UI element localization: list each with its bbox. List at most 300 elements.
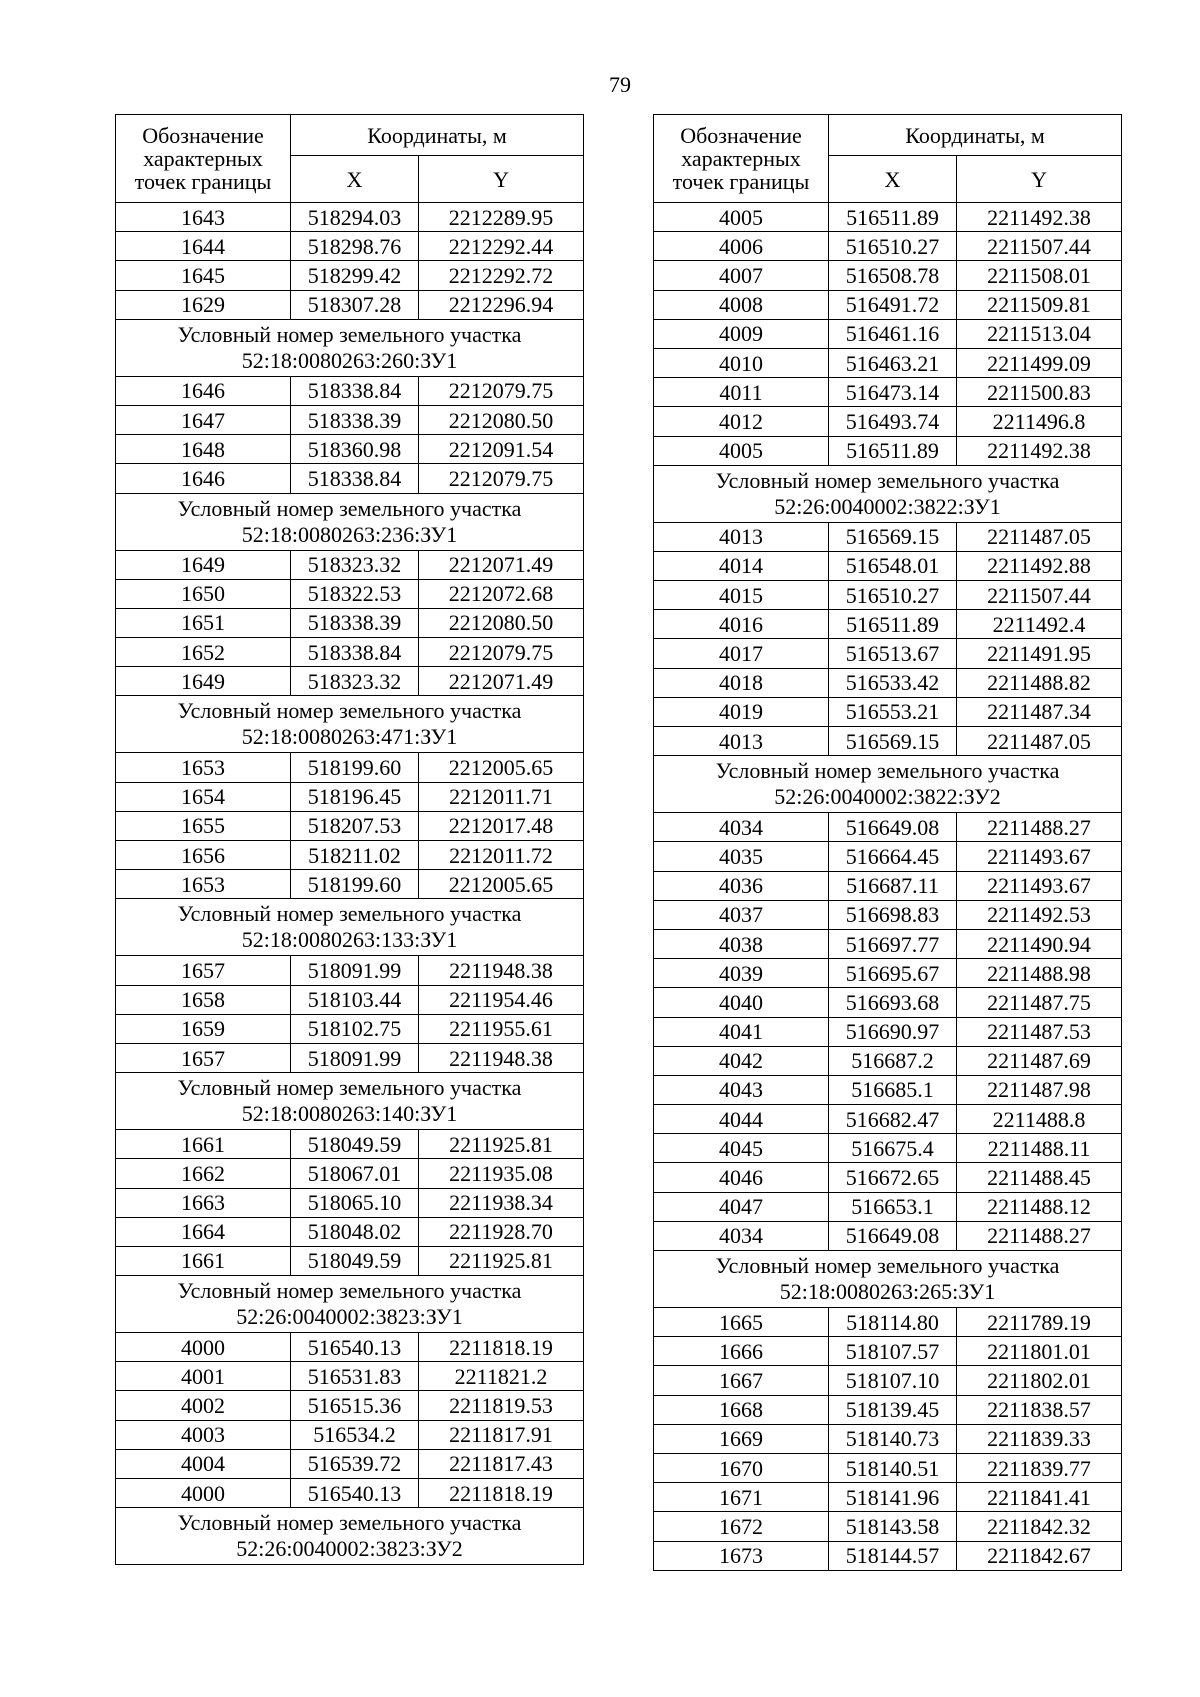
x-coordinate-cell: 518139.45 bbox=[829, 1395, 957, 1424]
parcel-section-row bbox=[116, 1276, 584, 1333]
x-coordinate-cell: 516649.08 bbox=[829, 813, 957, 842]
point-number-cell: 4007 bbox=[654, 261, 829, 290]
point-number-cell: 1656 bbox=[116, 841, 291, 870]
y-coordinate-cell: 2211492.38 bbox=[957, 203, 1122, 232]
y-coordinate-cell: 2211789.19 bbox=[957, 1308, 1122, 1337]
x-coordinate-cell: 518049.59 bbox=[291, 1130, 419, 1159]
x-coordinate-cell: 516511.89 bbox=[829, 203, 957, 232]
table-row bbox=[116, 1333, 584, 1362]
x-coordinate-cell: 518338.84 bbox=[291, 376, 419, 405]
x-coordinate-cell: 518143.58 bbox=[829, 1512, 957, 1541]
y-coordinate-cell: 2212079.75 bbox=[419, 376, 584, 405]
parcel-heading-cell bbox=[654, 756, 1122, 813]
table-row bbox=[654, 378, 1122, 407]
x-coordinate-cell: 518294.03 bbox=[291, 203, 419, 232]
x-coordinate-cell: 518048.02 bbox=[291, 1217, 419, 1246]
x-coordinate-cell: 518338.84 bbox=[291, 464, 419, 493]
y-coordinate-cell: 2211948.38 bbox=[419, 1043, 584, 1072]
parcel-label: Условный номер земельного участка bbox=[177, 495, 522, 521]
point-number-cell: 4013 bbox=[654, 522, 829, 551]
y-coordinate-cell: 2212296.94 bbox=[419, 290, 584, 319]
point-number-cell: 1649 bbox=[116, 550, 291, 579]
y-coordinate-cell: 2212292.72 bbox=[419, 261, 584, 290]
y-coordinate-cell: 2211818.19 bbox=[419, 1479, 584, 1508]
point-number-cell: 1661 bbox=[116, 1130, 291, 1159]
point-number-cell: 1662 bbox=[116, 1159, 291, 1188]
x-coordinate-cell: 516548.01 bbox=[829, 551, 957, 580]
y-coordinate-cell: 2211801.01 bbox=[957, 1337, 1122, 1366]
y-coordinate-cell: 2211487.69 bbox=[957, 1046, 1122, 1075]
y-coordinate-cell: 2211819.53 bbox=[419, 1391, 584, 1420]
x-coordinate-cell: 518360.98 bbox=[291, 435, 419, 464]
y-coordinate-cell: 2211839.33 bbox=[957, 1424, 1122, 1453]
table-row bbox=[654, 1075, 1122, 1104]
point-number-cell: 1646 bbox=[116, 464, 291, 493]
point-number-cell: 4005 bbox=[654, 203, 829, 232]
y-coordinate-cell: 2211492.88 bbox=[957, 551, 1122, 580]
x-coordinate-cell: 516510.27 bbox=[829, 232, 957, 261]
parcel-number: 52:18:0080263:265:ЗУ1 bbox=[779, 1279, 996, 1304]
coordinates-table-left bbox=[115, 114, 584, 1565]
point-number-cell: 1643 bbox=[116, 203, 291, 232]
y-coordinate-cell: 2212080.50 bbox=[419, 405, 584, 434]
parcel-section-row bbox=[654, 465, 1122, 522]
point-number-cell: 1649 bbox=[116, 667, 291, 696]
point-number-cell: 1668 bbox=[654, 1395, 829, 1424]
x-coordinate-cell: 518103.44 bbox=[291, 985, 419, 1014]
point-number-cell: 1658 bbox=[116, 985, 291, 1014]
table-row bbox=[116, 1043, 584, 1072]
table-row bbox=[654, 959, 1122, 988]
x-coordinate-cell: 518323.32 bbox=[291, 550, 419, 579]
x-coordinate-cell: 518107.57 bbox=[829, 1337, 957, 1366]
point-number-cell: 1652 bbox=[116, 638, 291, 667]
point-number-cell: 4046 bbox=[654, 1163, 829, 1192]
parcel-heading-cell bbox=[116, 1073, 584, 1130]
point-number-cell: 4003 bbox=[116, 1420, 291, 1449]
point-number-cell: 4039 bbox=[654, 959, 829, 988]
y-coordinate-cell: 2212091.54 bbox=[419, 435, 584, 464]
point-number-cell: 1670 bbox=[654, 1453, 829, 1482]
y-coordinate-cell: 2211838.57 bbox=[957, 1395, 1122, 1424]
point-number-cell: 4011 bbox=[654, 378, 829, 407]
x-coordinate-cell: 516531.83 bbox=[291, 1362, 419, 1391]
x-coordinate-cell: 518207.53 bbox=[291, 811, 419, 840]
x-coordinate-cell: 516690.97 bbox=[829, 1017, 957, 1046]
x-coordinate-cell: 516553.21 bbox=[829, 697, 957, 726]
y-coordinate-cell: 2211817.43 bbox=[419, 1449, 584, 1478]
x-coordinate-cell: 516693.68 bbox=[829, 988, 957, 1017]
y-coordinate-cell: 2212289.95 bbox=[419, 203, 584, 232]
table-row bbox=[116, 782, 584, 811]
point-number-cell: 1666 bbox=[654, 1337, 829, 1366]
parcel-number: 52:26:0040002:3822:ЗУ1 bbox=[774, 493, 1001, 519]
y-coordinate-cell: 2211492.38 bbox=[957, 436, 1122, 465]
point-number-cell: 4034 bbox=[654, 813, 829, 842]
x-coordinate-cell: 518298.76 bbox=[291, 232, 419, 261]
table-row bbox=[654, 697, 1122, 726]
table-row bbox=[116, 1188, 584, 1217]
parcel-number: 52:26:0040002:3822:ЗУ2 bbox=[774, 784, 1001, 810]
point-number-cell: 1664 bbox=[116, 1217, 291, 1246]
y-coordinate-cell: 2211487.05 bbox=[957, 522, 1122, 551]
point-number-cell: 4043 bbox=[654, 1075, 829, 1104]
point-number-cell: 4004 bbox=[116, 1449, 291, 1478]
x-coordinate-cell: 516685.1 bbox=[829, 1075, 957, 1104]
y-coordinate-cell: 2211488.12 bbox=[957, 1192, 1122, 1221]
table-row bbox=[654, 1395, 1122, 1424]
point-number-cell: 1672 bbox=[654, 1512, 829, 1541]
point-number-cell: 1657 bbox=[116, 956, 291, 985]
x-coordinate-cell: 518323.32 bbox=[291, 667, 419, 696]
table-row bbox=[116, 667, 584, 696]
table-row bbox=[654, 929, 1122, 958]
table-row bbox=[654, 668, 1122, 697]
x-coordinate-cell: 516698.83 bbox=[829, 900, 957, 929]
x-coordinate-cell: 518102.75 bbox=[291, 1014, 419, 1043]
x-coordinate-cell: 516510.27 bbox=[829, 581, 957, 610]
point-number-cell: 1661 bbox=[116, 1246, 291, 1275]
point-number-cell: 4036 bbox=[654, 871, 829, 900]
y-coordinate-cell: 2211488.27 bbox=[957, 813, 1122, 842]
x-coordinate-cell: 516540.13 bbox=[291, 1479, 419, 1508]
table-row bbox=[116, 638, 584, 667]
x-coordinate-cell: 516672.65 bbox=[829, 1163, 957, 1192]
y-coordinate-cell: 2211500.83 bbox=[957, 378, 1122, 407]
point-number-cell: 4016 bbox=[654, 610, 829, 639]
y-coordinate-cell: 2211487.98 bbox=[957, 1075, 1122, 1104]
parcel-number: 52:18:0080263:471:ЗУ1 bbox=[241, 724, 458, 750]
parcel-number: 52:18:0080263:260:ЗУ1 bbox=[241, 347, 458, 373]
x-coordinate-cell: 516511.89 bbox=[829, 610, 957, 639]
table-row bbox=[116, 1391, 584, 1420]
parcel-label: Условный номер земельного участка bbox=[715, 758, 1060, 784]
y-coordinate-cell: 2211488.98 bbox=[957, 959, 1122, 988]
y-coordinate-cell: 2211513.04 bbox=[957, 319, 1122, 348]
y-coordinate-cell: 2211802.01 bbox=[957, 1366, 1122, 1395]
parcel-section-row bbox=[654, 1251, 1122, 1308]
table-row bbox=[654, 319, 1122, 348]
y-coordinate-cell: 2211507.44 bbox=[957, 581, 1122, 610]
header-coordinates: Координаты, м bbox=[829, 115, 1122, 156]
x-coordinate-cell: 516533.42 bbox=[829, 668, 957, 697]
y-coordinate-cell: 2211841.41 bbox=[957, 1483, 1122, 1512]
x-coordinate-cell: 518322.53 bbox=[291, 579, 419, 608]
x-coordinate-cell: 518049.59 bbox=[291, 1246, 419, 1275]
x-coordinate-cell: 516473.14 bbox=[829, 378, 957, 407]
point-number-cell: 4014 bbox=[654, 551, 829, 580]
y-coordinate-cell: 2211493.67 bbox=[957, 871, 1122, 900]
parcel-heading-cell bbox=[116, 493, 584, 550]
parcel-number: 52:26:0040002:3823:ЗУ2 bbox=[236, 1536, 463, 1562]
y-coordinate-cell: 2211487.75 bbox=[957, 988, 1122, 1017]
y-coordinate-cell: 2211488.45 bbox=[957, 1163, 1122, 1192]
table-row bbox=[654, 1541, 1122, 1570]
y-coordinate-cell: 2211492.4 bbox=[957, 610, 1122, 639]
point-number-cell: 1653 bbox=[116, 870, 291, 899]
x-coordinate-cell: 518140.51 bbox=[829, 1453, 957, 1482]
table-row bbox=[654, 1453, 1122, 1482]
point-number-cell: 4038 bbox=[654, 929, 829, 958]
point-number-cell: 4019 bbox=[654, 697, 829, 726]
table-row bbox=[654, 871, 1122, 900]
table-row bbox=[116, 1217, 584, 1246]
table-row bbox=[654, 842, 1122, 871]
y-coordinate-cell: 2212011.72 bbox=[419, 841, 584, 870]
point-number-cell: 4009 bbox=[654, 319, 829, 348]
point-number-cell: 4045 bbox=[654, 1134, 829, 1163]
parcel-label: Условный номер земельного участка bbox=[177, 1278, 522, 1304]
point-number-cell: 4035 bbox=[654, 842, 829, 871]
x-coordinate-cell: 516675.4 bbox=[829, 1134, 957, 1163]
point-number-cell: 1650 bbox=[116, 579, 291, 608]
y-coordinate-cell: 2211935.08 bbox=[419, 1159, 584, 1188]
table-row bbox=[654, 436, 1122, 465]
y-coordinate-cell: 2211509.81 bbox=[957, 290, 1122, 319]
table-row bbox=[654, 1192, 1122, 1221]
table-row bbox=[654, 727, 1122, 756]
x-coordinate-cell: 516511.89 bbox=[829, 436, 957, 465]
point-number-cell: 4005 bbox=[654, 436, 829, 465]
point-number-cell: 4010 bbox=[654, 348, 829, 377]
table-row bbox=[116, 550, 584, 579]
point-number-cell: 4001 bbox=[116, 1362, 291, 1391]
x-coordinate-cell: 516649.08 bbox=[829, 1221, 957, 1250]
table-row bbox=[116, 1159, 584, 1188]
x-coordinate-cell: 518140.73 bbox=[829, 1424, 957, 1453]
point-number-cell: 4044 bbox=[654, 1105, 829, 1134]
table-row bbox=[116, 811, 584, 840]
point-number-cell: 4002 bbox=[116, 1391, 291, 1420]
parcel-section-row bbox=[116, 319, 584, 376]
y-coordinate-cell: 2211842.67 bbox=[957, 1541, 1122, 1570]
y-coordinate-cell: 2211499.09 bbox=[957, 348, 1122, 377]
table-row bbox=[654, 1163, 1122, 1192]
y-coordinate-cell: 2211487.34 bbox=[957, 697, 1122, 726]
header-designation: Обозначение характерных точек границы bbox=[116, 115, 291, 203]
x-coordinate-cell: 518107.10 bbox=[829, 1366, 957, 1395]
table-row bbox=[116, 232, 584, 261]
x-coordinate-cell: 518196.45 bbox=[291, 782, 419, 811]
point-number-cell: 1644 bbox=[116, 232, 291, 261]
x-coordinate-cell: 516695.67 bbox=[829, 959, 957, 988]
header-coordinates: Координаты, м bbox=[291, 115, 584, 156]
table-row bbox=[654, 610, 1122, 639]
point-number-cell: 1659 bbox=[116, 1014, 291, 1043]
header-x: X bbox=[291, 156, 419, 203]
header-x: X bbox=[829, 156, 957, 203]
table-row bbox=[654, 988, 1122, 1017]
table-row bbox=[654, 290, 1122, 319]
x-coordinate-cell: 516653.1 bbox=[829, 1192, 957, 1221]
x-coordinate-cell: 518091.99 bbox=[291, 956, 419, 985]
y-coordinate-cell: 2211488.27 bbox=[957, 1221, 1122, 1250]
table-row bbox=[116, 1420, 584, 1449]
point-number-cell: 1665 bbox=[654, 1308, 829, 1337]
x-coordinate-cell: 518091.99 bbox=[291, 1043, 419, 1072]
parcel-label: Условный номер земельного участка bbox=[177, 901, 522, 927]
y-coordinate-cell: 2211842.32 bbox=[957, 1512, 1122, 1541]
point-number-cell: 1669 bbox=[654, 1424, 829, 1453]
table-row bbox=[116, 203, 584, 232]
x-coordinate-cell: 518338.39 bbox=[291, 405, 419, 434]
table-row bbox=[654, 232, 1122, 261]
y-coordinate-cell: 2211938.34 bbox=[419, 1188, 584, 1217]
table-row bbox=[654, 407, 1122, 436]
y-coordinate-cell: 2211948.38 bbox=[419, 956, 584, 985]
y-coordinate-cell: 2211492.53 bbox=[957, 900, 1122, 929]
table-row bbox=[654, 551, 1122, 580]
table-row bbox=[654, 1105, 1122, 1134]
y-coordinate-cell: 2211490.94 bbox=[957, 929, 1122, 958]
x-coordinate-cell: 516463.21 bbox=[829, 348, 957, 377]
table-row bbox=[654, 639, 1122, 668]
x-coordinate-cell: 518067.01 bbox=[291, 1159, 419, 1188]
table-row bbox=[654, 1221, 1122, 1250]
x-coordinate-cell: 518141.96 bbox=[829, 1483, 957, 1512]
parcel-heading-cell bbox=[654, 1251, 1122, 1308]
point-number-cell: 4006 bbox=[654, 232, 829, 261]
y-coordinate-cell: 2211818.19 bbox=[419, 1333, 584, 1362]
table-row bbox=[116, 870, 584, 899]
point-number-cell: 1651 bbox=[116, 608, 291, 637]
parcel-label: Условный номер земельного участка bbox=[715, 467, 1060, 493]
table-row bbox=[654, 1046, 1122, 1075]
table-row bbox=[116, 841, 584, 870]
header-y: Y bbox=[957, 156, 1122, 203]
table-row bbox=[654, 261, 1122, 290]
table-row bbox=[116, 608, 584, 637]
parcel-number: 52:18:0080263:140:ЗУ1 bbox=[241, 1101, 458, 1127]
table-row bbox=[116, 1014, 584, 1043]
point-number-cell: 4041 bbox=[654, 1017, 829, 1046]
parcel-label: Условный номер земельного участка bbox=[177, 1075, 522, 1101]
y-coordinate-cell: 2212017.48 bbox=[419, 811, 584, 840]
y-coordinate-cell: 2211496.8 bbox=[957, 407, 1122, 436]
point-number-cell: 1629 bbox=[116, 290, 291, 319]
table-row bbox=[116, 376, 584, 405]
table-row bbox=[116, 1449, 584, 1478]
point-number-cell: 4042 bbox=[654, 1046, 829, 1075]
parcel-heading-cell bbox=[654, 465, 1122, 522]
y-coordinate-cell: 2212011.71 bbox=[419, 782, 584, 811]
table-row bbox=[116, 290, 584, 319]
parcel-label: Условный номер земельного участка bbox=[715, 1253, 1060, 1278]
parcel-heading-cell bbox=[116, 899, 584, 956]
y-coordinate-cell: 2212005.65 bbox=[419, 870, 584, 899]
parcel-heading-cell bbox=[116, 319, 584, 376]
point-number-cell: 4018 bbox=[654, 668, 829, 697]
parcel-number: 52:18:0080263:236:ЗУ1 bbox=[241, 521, 458, 547]
table-row bbox=[654, 1337, 1122, 1366]
point-number-cell: 4013 bbox=[654, 727, 829, 756]
y-coordinate-cell: 2211487.05 bbox=[957, 727, 1122, 756]
coordinates-table-right bbox=[653, 114, 1122, 1571]
x-coordinate-cell: 516540.13 bbox=[291, 1333, 419, 1362]
y-coordinate-cell: 2211817.91 bbox=[419, 1420, 584, 1449]
table-row bbox=[654, 522, 1122, 551]
parcel-heading-cell bbox=[116, 1508, 584, 1565]
y-coordinate-cell: 2211487.53 bbox=[957, 1017, 1122, 1046]
table-row bbox=[116, 1246, 584, 1275]
point-number-cell: 1647 bbox=[116, 405, 291, 434]
parcel-label: Условный номер земельного участка bbox=[177, 321, 522, 347]
x-coordinate-cell: 516569.15 bbox=[829, 727, 957, 756]
header-designation: Обозначение характерных точек границы bbox=[654, 115, 829, 203]
x-coordinate-cell: 518338.84 bbox=[291, 638, 419, 667]
table-row bbox=[654, 1483, 1122, 1512]
parcel-label: Условный номер земельного участка bbox=[177, 1510, 522, 1536]
y-coordinate-cell: 2212072.68 bbox=[419, 579, 584, 608]
parcel-section-row bbox=[654, 756, 1122, 813]
point-number-cell: 4008 bbox=[654, 290, 829, 319]
y-coordinate-cell: 2211925.81 bbox=[419, 1130, 584, 1159]
table-row bbox=[116, 435, 584, 464]
point-number-cell: 1667 bbox=[654, 1366, 829, 1395]
x-coordinate-cell: 518211.02 bbox=[291, 841, 419, 870]
y-coordinate-cell: 2211493.67 bbox=[957, 842, 1122, 871]
x-coordinate-cell: 516539.72 bbox=[291, 1449, 419, 1478]
y-coordinate-cell: 2211821.2 bbox=[419, 1362, 584, 1391]
table-row bbox=[116, 1362, 584, 1391]
parcel-section-row bbox=[116, 696, 584, 753]
y-coordinate-cell: 2212071.49 bbox=[419, 550, 584, 579]
parcel-section-row bbox=[116, 1073, 584, 1130]
table-row bbox=[654, 581, 1122, 610]
y-coordinate-cell: 2211508.01 bbox=[957, 261, 1122, 290]
point-number-cell: 1653 bbox=[116, 753, 291, 782]
table-row bbox=[654, 1308, 1122, 1337]
point-number-cell: 1645 bbox=[116, 261, 291, 290]
x-coordinate-cell: 516697.77 bbox=[829, 929, 957, 958]
y-coordinate-cell: 2211839.77 bbox=[957, 1453, 1122, 1482]
x-coordinate-cell: 516534.2 bbox=[291, 1420, 419, 1449]
y-coordinate-cell: 2211925.81 bbox=[419, 1246, 584, 1275]
table-row bbox=[654, 1366, 1122, 1395]
table-row bbox=[654, 1512, 1122, 1541]
point-number-cell: 1673 bbox=[654, 1541, 829, 1570]
y-coordinate-cell: 2211954.46 bbox=[419, 985, 584, 1014]
x-coordinate-cell: 516461.16 bbox=[829, 319, 957, 348]
page-number: 79 bbox=[609, 72, 631, 97]
table-row bbox=[116, 261, 584, 290]
y-coordinate-cell: 2212292.44 bbox=[419, 232, 584, 261]
x-coordinate-cell: 516664.45 bbox=[829, 842, 957, 871]
y-coordinate-cell: 2212005.65 bbox=[419, 753, 584, 782]
table-row bbox=[116, 985, 584, 1014]
y-coordinate-cell: 2211928.70 bbox=[419, 1217, 584, 1246]
table-row bbox=[654, 1424, 1122, 1453]
header-y: Y bbox=[419, 156, 584, 203]
point-number-cell: 4015 bbox=[654, 581, 829, 610]
table-row bbox=[116, 1479, 584, 1508]
x-coordinate-cell: 516493.74 bbox=[829, 407, 957, 436]
x-coordinate-cell: 518144.57 bbox=[829, 1541, 957, 1570]
x-coordinate-cell: 516687.2 bbox=[829, 1046, 957, 1075]
parcel-section-row bbox=[116, 899, 584, 956]
point-number-cell: 1646 bbox=[116, 376, 291, 405]
parcel-number: 52:26:0040002:3823:ЗУ1 bbox=[236, 1304, 463, 1330]
y-coordinate-cell: 2212071.49 bbox=[419, 667, 584, 696]
y-coordinate-cell: 2211488.11 bbox=[957, 1134, 1122, 1163]
x-coordinate-cell: 516491.72 bbox=[829, 290, 957, 319]
table-row bbox=[116, 464, 584, 493]
y-coordinate-cell: 2211491.95 bbox=[957, 639, 1122, 668]
table-row bbox=[654, 1134, 1122, 1163]
y-coordinate-cell: 2211507.44 bbox=[957, 232, 1122, 261]
point-number-cell: 4017 bbox=[654, 639, 829, 668]
point-number-cell: 1663 bbox=[116, 1188, 291, 1217]
